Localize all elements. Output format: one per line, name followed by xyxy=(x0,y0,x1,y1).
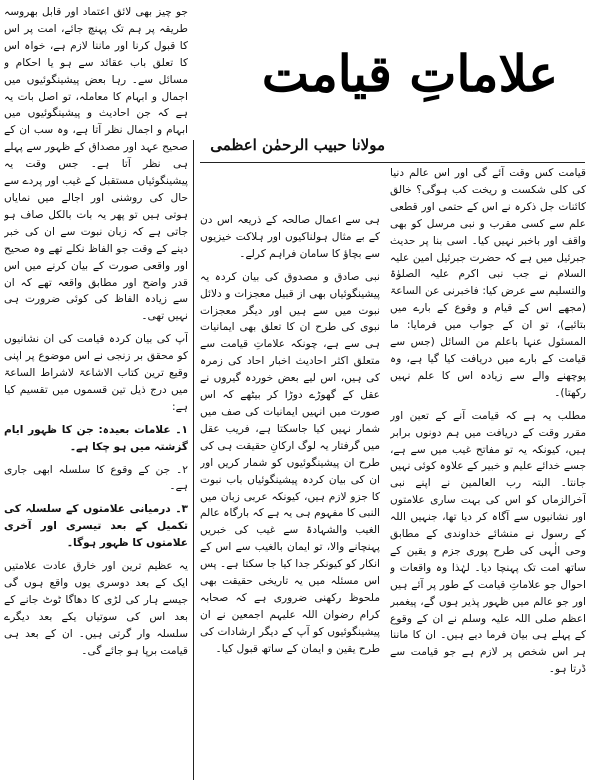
paragraph: جو چیز بھی لائق اعتماد اور قابل بھروسہ طریقہ پر ہم تک پہنچ جائے، امت پر اس کا قبول کرنا اور ماننا لازم ہے، خواہ اس کا تعلق باب عقائد سے ہو یا احکام و مسائل سے۔ رہا بعض پیشینگوئیوں میں اجمال و ابہام کا معاملہ، تو اصل بات یہ ہے کہ جن احادیث و پیشینگوئیوں میں ابہام و اجمال نظر آتا ہے، وہ سب ان کے صحیح عہد اور مصداق کے ظہور سے پہلے ہی نظر آتا ہے۔ جس وقت یہ پیشینگوئیاں مستقبل کے غیب اور پردے سے حال کی روشنی اور اجالے میں نمایاں ہوتی ہیں تو پھر یہ بات بالکل صاف ہو جاتی ہے کہ زبان نبوت سے ان کی خبر دینے کے وقت جو الفاظ نکلے تھے وہ صحیح اور واقعی صورت کے بیان کرنے میں اس قدر واضح اور مطابق واقعہ تھے کہ ان سے زیادہ الفاظ کی کوئی ضرورت ہی نہیں تھی۔ xyxy=(4,6,188,323)
text-column-left xyxy=(4,4,188,780)
paragraph: آپ کی بیان کردہ قیامت کی ان نشانیوں کو محقق بر زنجی نے اس موضوع پر اپنی وقیع ترین کتاب الاشاعۃ لاشراط الساعۃ میں درج ذیل تین قسموں میں تقسیم کیا ہے: xyxy=(4,333,188,413)
byline-rule xyxy=(200,162,585,163)
column-divider xyxy=(193,140,194,780)
list-item: ۳۔ درمیانی علامتوں کے سلسلہ کی تکمیل کے بعد تیسری اور آخری علامتوں کا ظہور ہوگا۔ xyxy=(4,503,188,550)
list-item: ۲۔ جن کے وقوع کا سلسلہ ابھی جاری ہے۔ xyxy=(4,463,188,493)
paragraph: قیامت کس وقت آئے گی اور اس عالم دنیا کی کلی شکست و ریخت کب ہوگی؟ خالق کائنات جل ذکرہ نے اس کے حتمی اور قطعی علم سے کسی مقرب و نبی مرسل کو بھی واقف اور باخبر نہیں کیا۔ اسی بنا پر حدیث جبرئیل میں ہے کہ حضرت جبرئیل امین علیہ السلام نے جب نبی اکرم علیہ الصلوٰۃ والتسلیم سے عرض کیا: فاخبرنی عن الساعۃ (مجھے اس کے قیام و وقوع کے بارے میں بتائیے)، تو ان کے جواب میں فرمایا: ما المسئول عنہا باعلم من السائل (جس سے قیامت کے بارے میں دریافت کیا گیا ہے، وہ پوچھنے والے سے زیادہ اس کا علم نہیں رکھتا)۔ xyxy=(390,167,586,399)
paragraph: مطلب یہ ہے کہ قیامت آنے کے تعین اور مقرر وقت کے دریافت میں ہم دونوں برابر ہیں، کیونکہ یہ تو مفاتح غیب میں سے ہے، جسے خدائے علیم و خبیر کے علاوہ کوئی نہیں جانتا۔ البتہ رب العالمین نے اپنے نبی آخرالزماں کو اس کی بہت ساری علامتوں اور نشانیوں سے آگاہ کر دیا تھا، جنہیں اللہ کے رسول نے منشائے خداوندی کے مطابق وحی الٰہی کی طرح پوری جزم و یقین کے ساتھ امت تک پہنچا دیا۔ لہٰذا وہ واقعات و احوال جو علاماتِ قیامت کے طور پر آئے ہیں اور جو عالم میں ظہور پذیر ہوں گے، پیغمبر اعظم صلی اللہ علیہ وسلم نے ان کے وقوع کے پہلے ہی بیان فرما دیے ہیں۔ ان کا ماننا ہر اس شخص پر لازم ہے جو قیامت سے ڈرتا ہو۔ xyxy=(390,409,586,676)
list-item: ۱۔ علامات بعیدہ: جن کا ظہور ایام گزشتہ میں ہو چکا ہے۔ xyxy=(4,423,188,453)
paragraph: یہ عظیم ترین اور خارق عادت علامتیں ایک کے بعد دوسری یوں واقع ہوں گی جیسے ہار کی لڑی کا دھاگا ٹوٹ جانے کے بعد اس کی سوتیاں یکے بعد دیگرے سلسلہ وار گرتی ہیں۔ ان کے بعد ہی قیامت برپا ہو جائے گی۔ xyxy=(4,560,188,657)
paragraph: ہی سے اعمال صالحہ کے ذریعہ اس دن کے بے مثال ہولناکیوں اور ہلاکت خیزیوں سے بچاؤ کا سامان فراہم کرلے۔ xyxy=(200,214,380,260)
text-column-right xyxy=(390,165,586,781)
article-author: مولانا حبیب الرحمٰن اعظمی xyxy=(210,136,385,154)
text-column-middle xyxy=(200,212,380,778)
article-title: علاماتِ قیامت xyxy=(261,44,559,103)
paragraph: نبی صادق و مصدوق کی بیان کردہ یہ پیشینگوئیاں بھی از قبیل معجزات و دلائل نبوت میں سے ہیں اور دیگر معجزات نبوی کی طرح ان کا تعلق بھی ایمانیات ہی سے ہے، چونکہ علاماتِ قیامت سے متعلق اکثر احادیث اخبار احاد کی زمرہ کی ہیں، اس لیے بعض خوردہ گیروں نے عقل کے گھوڑے دوڑا کر بیٹھے کہ اس صورت میں انہیں ایمانیات کی صف میں شمار نہیں کیا جاسکتا ہے، فریب عقل میں گرفتار یہ لوگ ارکانِ حقیقت ہی کی طرح ان پیشینگوئیوں کو شمار کریں اور ان کی بیان کردہ پیشینگوئیاں باب نبوت کا جزو لازم ہیں، کیونکہ عربی زبان میں النبی کا مفہوم ہی یہ ہے کہ بارگاہ عالم الغیب والشہادۃ سے غیب کی خبریں پہنچانے والا، تو ایمان بالغیب سے اس کے انکار کو کیونکر جدا کیا جا سکتا ہے۔ پس اس مسئلہ میں یہ تاریخی حقیقت بھی ملحوظ رکھنی ضروری ہے کہ صحابہ کرام رضوان اللہ علیہم اجمعین نے ان پیشینگوئیوں کو آپ کے دیگر ارشادات کی طرح یقین و ایمان کے ساتھ قبول کیا۔ xyxy=(200,270,380,655)
